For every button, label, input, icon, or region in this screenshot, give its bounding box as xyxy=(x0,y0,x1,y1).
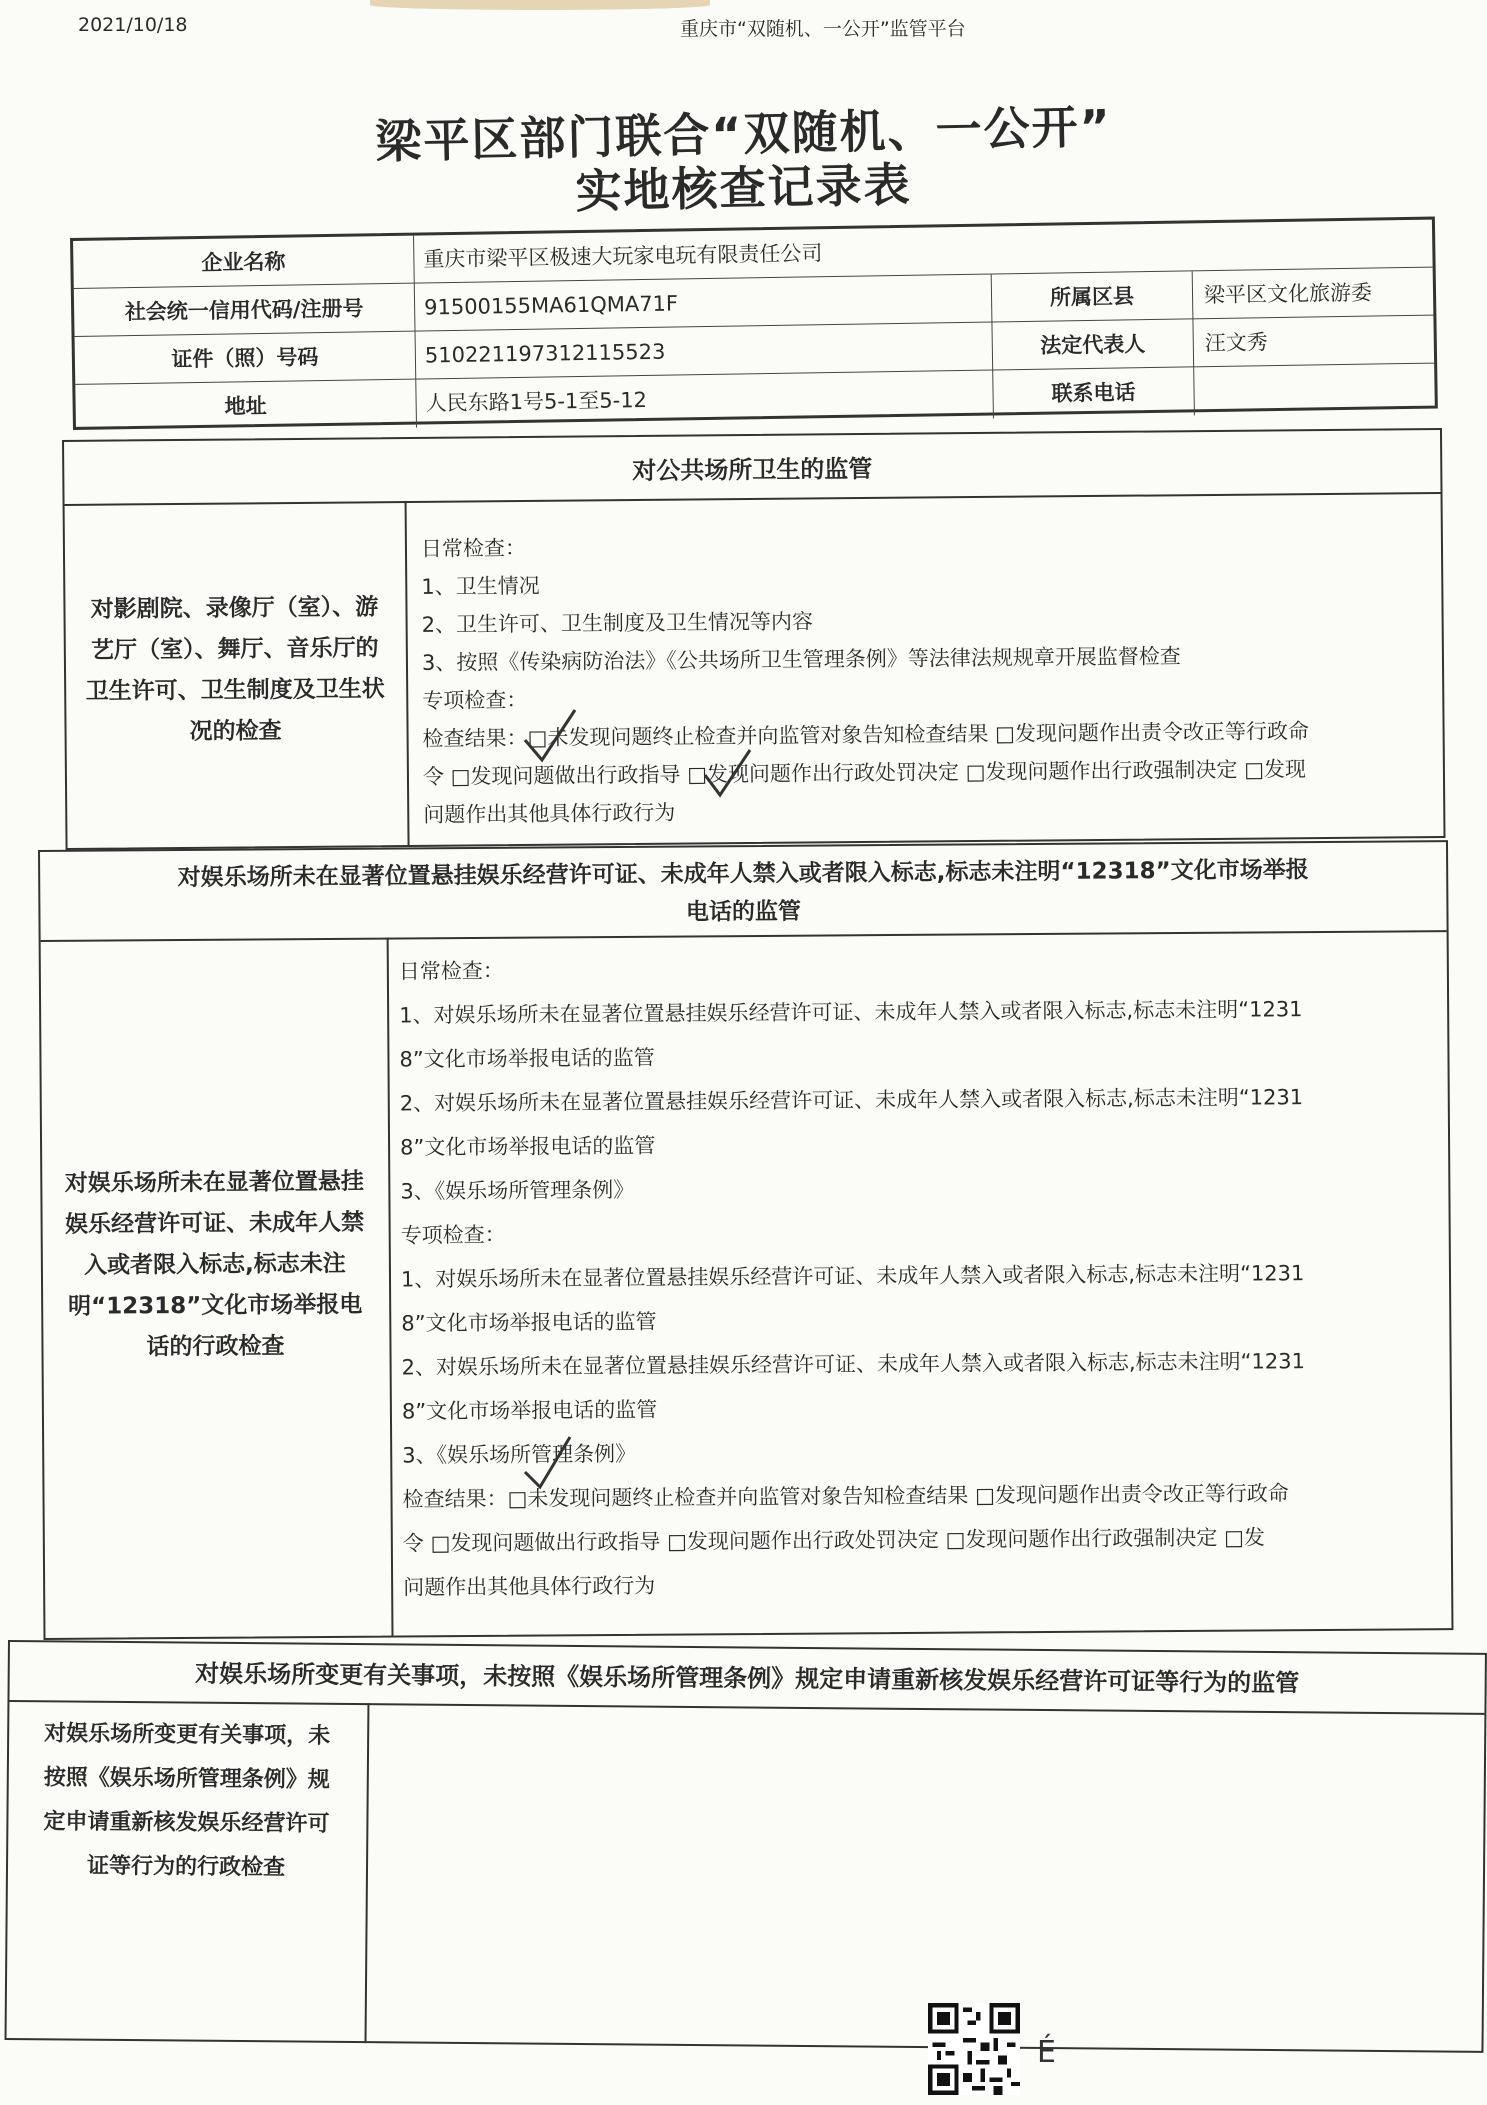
result-line[interactable]: 令 □发现问题做出行政指导 □发现问题作出行政处罚决定 □发现问题作出行政强制决定 □发现 xyxy=(422,757,1307,789)
legal-value: 汪文秀 xyxy=(1204,330,1268,356)
paper-stain xyxy=(370,0,710,10)
address-label: 地址 xyxy=(75,380,417,433)
left-line: 入或者限入标志,标志未注 xyxy=(83,1250,346,1279)
district-label: 所属区县 xyxy=(991,271,1194,322)
special-label: 专项检查： xyxy=(422,687,528,713)
result-line[interactable]: 检查结果：□未发现问题终止检查并向监管对象告知检查结果 □发现问题作出责令改正等行政命 xyxy=(422,719,1310,751)
section1-heading: 对公共场所卫生的监管 xyxy=(632,454,873,486)
section2-divider xyxy=(41,930,1447,942)
left-line: 对娱乐场所变更有关事项，未 xyxy=(44,1721,331,1749)
print-date: 2021/10/18 xyxy=(78,14,188,36)
footer-mark: É xyxy=(1037,2035,1056,2070)
left-line: 证等行为的行政检查 xyxy=(86,1853,286,1881)
left-line: 娱乐经营许可证、未成年人禁 xyxy=(65,1209,365,1238)
enterprise-info-table xyxy=(70,217,1438,430)
special-line: 8”文化市场举报电话的监管 xyxy=(401,1309,657,1336)
section3-column-divider xyxy=(364,1703,369,2043)
section3-heading: 对娱乐场所变更有关事项，未按照《娱乐场所管理条例》规定申请重新核发娱乐经营许可证等行为的监管 xyxy=(195,1659,1300,1698)
routine-line: 2、对娱乐场所未在显著位置悬挂娱乐经营许可证、未成年人禁入或者限入标志,标志未注明“1231 xyxy=(399,1085,1304,1116)
routine-item: 2、卫生许可、卫生制度及卫生情况等内容 xyxy=(421,609,814,637)
special-line: 8”文化市场举报电话的监管 xyxy=(401,1397,658,1424)
left-line: 艺厅（室）、舞厅、音乐厅的 xyxy=(90,635,379,664)
left-line: 明“12318”文化市场举报电 xyxy=(67,1291,363,1320)
company-label: 企业名称 xyxy=(73,236,415,289)
credit-label: 社会统一信用代码/注册号 xyxy=(74,284,416,337)
routine-label: 日常检查： xyxy=(420,535,527,561)
section1-left-cell xyxy=(65,587,404,754)
special-line: 1、对娱乐场所未在显著位置悬挂娱乐经营许可证、未成年人禁入或者限入标志,标志未注明“1231 xyxy=(400,1261,1305,1292)
routine-line: 8”文化市场举报电话的监管 xyxy=(399,1045,655,1072)
left-line: 对娱乐场所未在显著位置悬挂 xyxy=(64,1168,364,1197)
credit-value: 91500155MA61QMA71F xyxy=(423,291,679,320)
address-value: 人民东路1号5-1至5-12 xyxy=(425,387,648,416)
left-line: 对影剧院、录像厅（室）、游 xyxy=(90,594,379,623)
left-line: 话的行政检查 xyxy=(146,1333,285,1361)
section1-column-divider xyxy=(405,501,410,847)
id-value: 510221197312115523 xyxy=(424,339,666,368)
routine-line: 1、对娱乐场所未在显著位置悬挂娱乐经营许可证、未成年人禁入或者限入标志,标志未注明“1231 xyxy=(399,997,1303,1028)
section1-divider xyxy=(65,492,1441,506)
legal-label: 法定代表人 xyxy=(991,319,1194,370)
result-line: 问题作出其他具体行政行为 xyxy=(423,800,676,827)
left-line: 按照《娱乐场所管理条例》规 xyxy=(43,1765,330,1793)
result-line[interactable]: 令 □发现问题做出行政指导 □发现问题作出行政处罚决定 □发现问题作出行政强制决定 □发 xyxy=(402,1525,1265,1556)
qr-code-icon xyxy=(928,2003,1020,2095)
left-line: 定申请重新核发娱乐经营许可 xyxy=(43,1809,330,1837)
special-label: 专项检查： xyxy=(400,1222,506,1248)
routine-item: 3、按照《传染病防治法》《公共场所卫生管理条例》等法律法规规章开展监督检查 xyxy=(421,644,1181,675)
section3-left-cell xyxy=(8,1712,366,1891)
handwritten-check-icon xyxy=(520,705,580,765)
special-line: 2、对娱乐场所未在显著位置悬挂娱乐经营许可证、未成年人禁入或者限入标志,标志未注明“1231 xyxy=(401,1349,1306,1380)
section2-left-cell xyxy=(42,1162,387,1369)
section3-divider xyxy=(9,1700,1484,1715)
section2-heading-line2: 电话的监管 xyxy=(685,898,802,926)
company-value: 重庆市梁平区极速大玩家电玩有限责任公司 xyxy=(423,241,823,272)
phone-label: 联系电话 xyxy=(992,367,1195,418)
section-entertainment-license xyxy=(38,840,1453,1640)
routine-item: 1、卫生情况 xyxy=(421,573,540,599)
doc-title-line1: 梁平区部门联合“双随机、一公开” xyxy=(374,99,1113,169)
handwritten-check-icon xyxy=(520,1432,580,1492)
district-value: 梁平区文化旅游委 xyxy=(1203,280,1373,308)
section2-column-divider xyxy=(387,938,394,1638)
section2-heading-line1: 对娱乐场所未在显著位置悬挂娱乐经营许可证、未成年人禁入或者限入标志,标志未注明“12318”文化市场举报 xyxy=(177,857,1309,892)
routine-line: 8”文化市场举报电话的监管 xyxy=(400,1133,656,1160)
left-line: 卫生许可、卫生制度及卫生状 xyxy=(85,676,385,705)
platform-name: 重庆市“双随机、一公开”监管平台 xyxy=(680,18,966,40)
routine-line: 3、《娱乐场所管理条例》 xyxy=(400,1177,635,1204)
routine-label: 日常检查： xyxy=(398,958,504,984)
result-line[interactable]: 检查结果：□未发现问题终止检查并向监管对象告知检查结果 □发现问题作出责令改正等行政命 xyxy=(402,1481,1289,1512)
special-line: 3、《娱乐场所管理条例》 xyxy=(402,1441,637,1468)
result-line: 问题作出其他具体行政行为 xyxy=(403,1573,656,1600)
doc-title-line2: 实地核查记录表 xyxy=(575,157,913,219)
section-license-change xyxy=(5,1640,1487,2053)
left-line: 况的检查 xyxy=(189,718,282,745)
phone-value xyxy=(1205,367,1206,415)
id-label: 证件（照）号码 xyxy=(75,332,417,385)
handwritten-check-icon xyxy=(700,745,760,805)
